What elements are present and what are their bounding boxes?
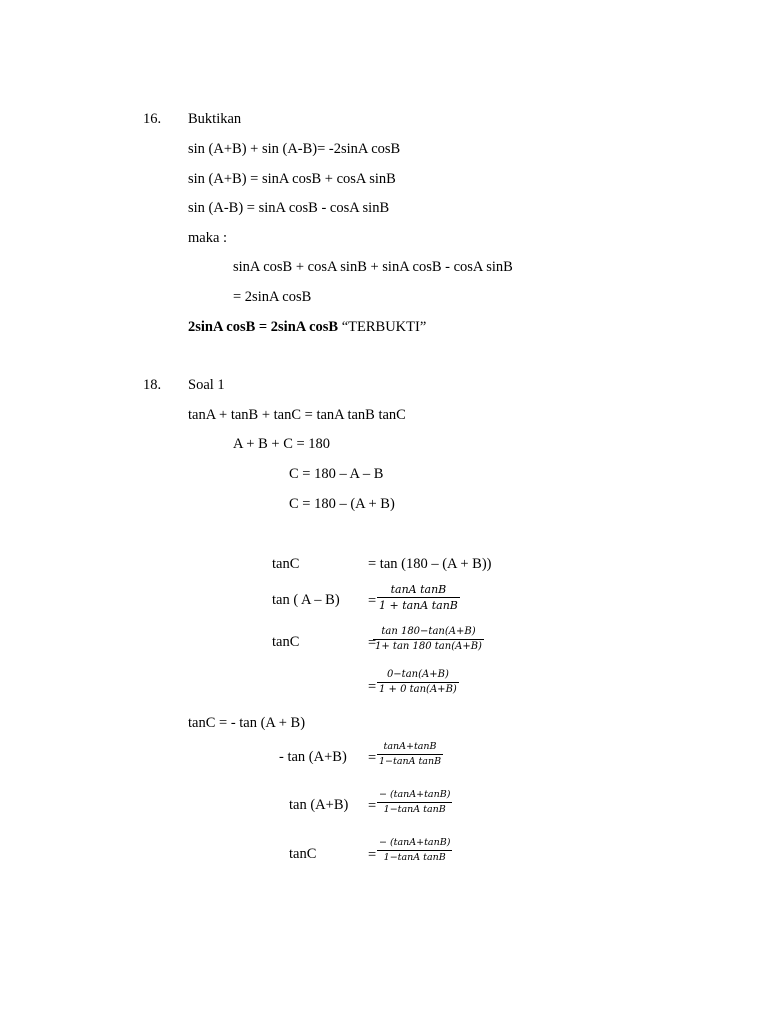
question-18-title: Soal 1 xyxy=(188,377,225,393)
question-16-title: Buktikan xyxy=(188,111,242,127)
row-2-denominator: 1 + tanA tanB xyxy=(379,599,458,612)
row-7-lhs: tanC xyxy=(289,846,317,862)
tangent-identity-statement: tanA + tanB + tanC = tanA tanB tanC xyxy=(188,407,406,423)
row-5-fraction xyxy=(377,742,443,766)
fraction-bar xyxy=(377,597,460,598)
row-3-equals: = xyxy=(368,635,377,651)
conclusion-equation: 2sinA cosB = 2sinA cosB xyxy=(188,319,339,335)
sin-difference-identity: sin (A-B) = sinA cosB - cosA sinB xyxy=(188,200,390,216)
row-4-equals: = xyxy=(368,679,377,695)
row-1-lhs: tanC xyxy=(272,556,300,572)
row-6-equals: = xyxy=(368,798,377,814)
row-3-denominator: 1+ tan 180 tan(A+B) xyxy=(375,641,482,652)
c-expression-2: C = 180 – (A + B) xyxy=(289,496,395,512)
row-5-numerator: tanA+tanB xyxy=(383,741,437,752)
row-7-fraction xyxy=(377,838,452,862)
row-3-fraction xyxy=(373,627,484,652)
row-5-lhs: - tan (A+B) xyxy=(279,749,347,765)
row-6-numerator: − (tanA+tanB) xyxy=(379,789,451,800)
row-2-lhs: tan ( A – B) xyxy=(272,592,340,608)
row-3-lhs: tanC xyxy=(272,634,300,650)
question-18-number: 18. xyxy=(143,377,162,393)
proof-statement: sin (A+B) + sin (A-B)= -2sinA cosB xyxy=(188,141,401,157)
angle-sum: A + B + C = 180 xyxy=(233,436,331,452)
row-4-fraction xyxy=(377,670,459,695)
question-16-number: 16. xyxy=(143,111,162,127)
row-5-denominator: 1−tanA tanB xyxy=(379,755,442,767)
fraction-bar xyxy=(377,682,459,683)
row-7-equals: = xyxy=(368,847,377,863)
maka-label: maka : xyxy=(188,230,228,246)
expansion-step: sinA cosB + cosA sinB + sinA cosB - cosA sinB xyxy=(233,259,513,275)
tanc-negative-identity: tanC = - tan (A + B) xyxy=(188,715,306,731)
row-6-lhs: tan (A+B) xyxy=(289,797,349,813)
fraction-bar xyxy=(377,754,443,755)
row-7-numerator: − (tanA+tanB) xyxy=(379,837,451,848)
row-6-fraction xyxy=(377,790,452,814)
row-4-denominator: 1 + 0 tan(A+B) xyxy=(379,684,457,695)
c-expression-1: C = 180 – A – B xyxy=(289,466,384,482)
row-1-rhs: = tan (180 – (A + B)) xyxy=(368,556,492,572)
simplified-step: = 2sinA cosB xyxy=(233,289,312,305)
row-2-fraction xyxy=(377,584,460,611)
row-4-numerator: 0−tan(A+B) xyxy=(386,669,449,680)
fraction-bar xyxy=(377,802,452,803)
terbukti-tag: “TERBUKTI” xyxy=(341,319,427,335)
row-5-equals: = xyxy=(368,750,377,766)
conclusion-line xyxy=(188,320,426,335)
row-2-numerator: tanA tanB xyxy=(390,583,447,596)
sin-sum-identity: sin (A+B) = sinA cosB + cosA sinB xyxy=(188,171,396,187)
row-2-equals: = xyxy=(368,593,377,609)
row-3-numerator: tan 180−tan(A+B) xyxy=(381,626,476,637)
row-7-denominator: 1−tanA tanB xyxy=(383,851,446,863)
row-6-denominator: 1−tanA tanB xyxy=(383,803,446,815)
fraction-bar xyxy=(373,639,484,640)
fraction-bar xyxy=(377,850,452,851)
